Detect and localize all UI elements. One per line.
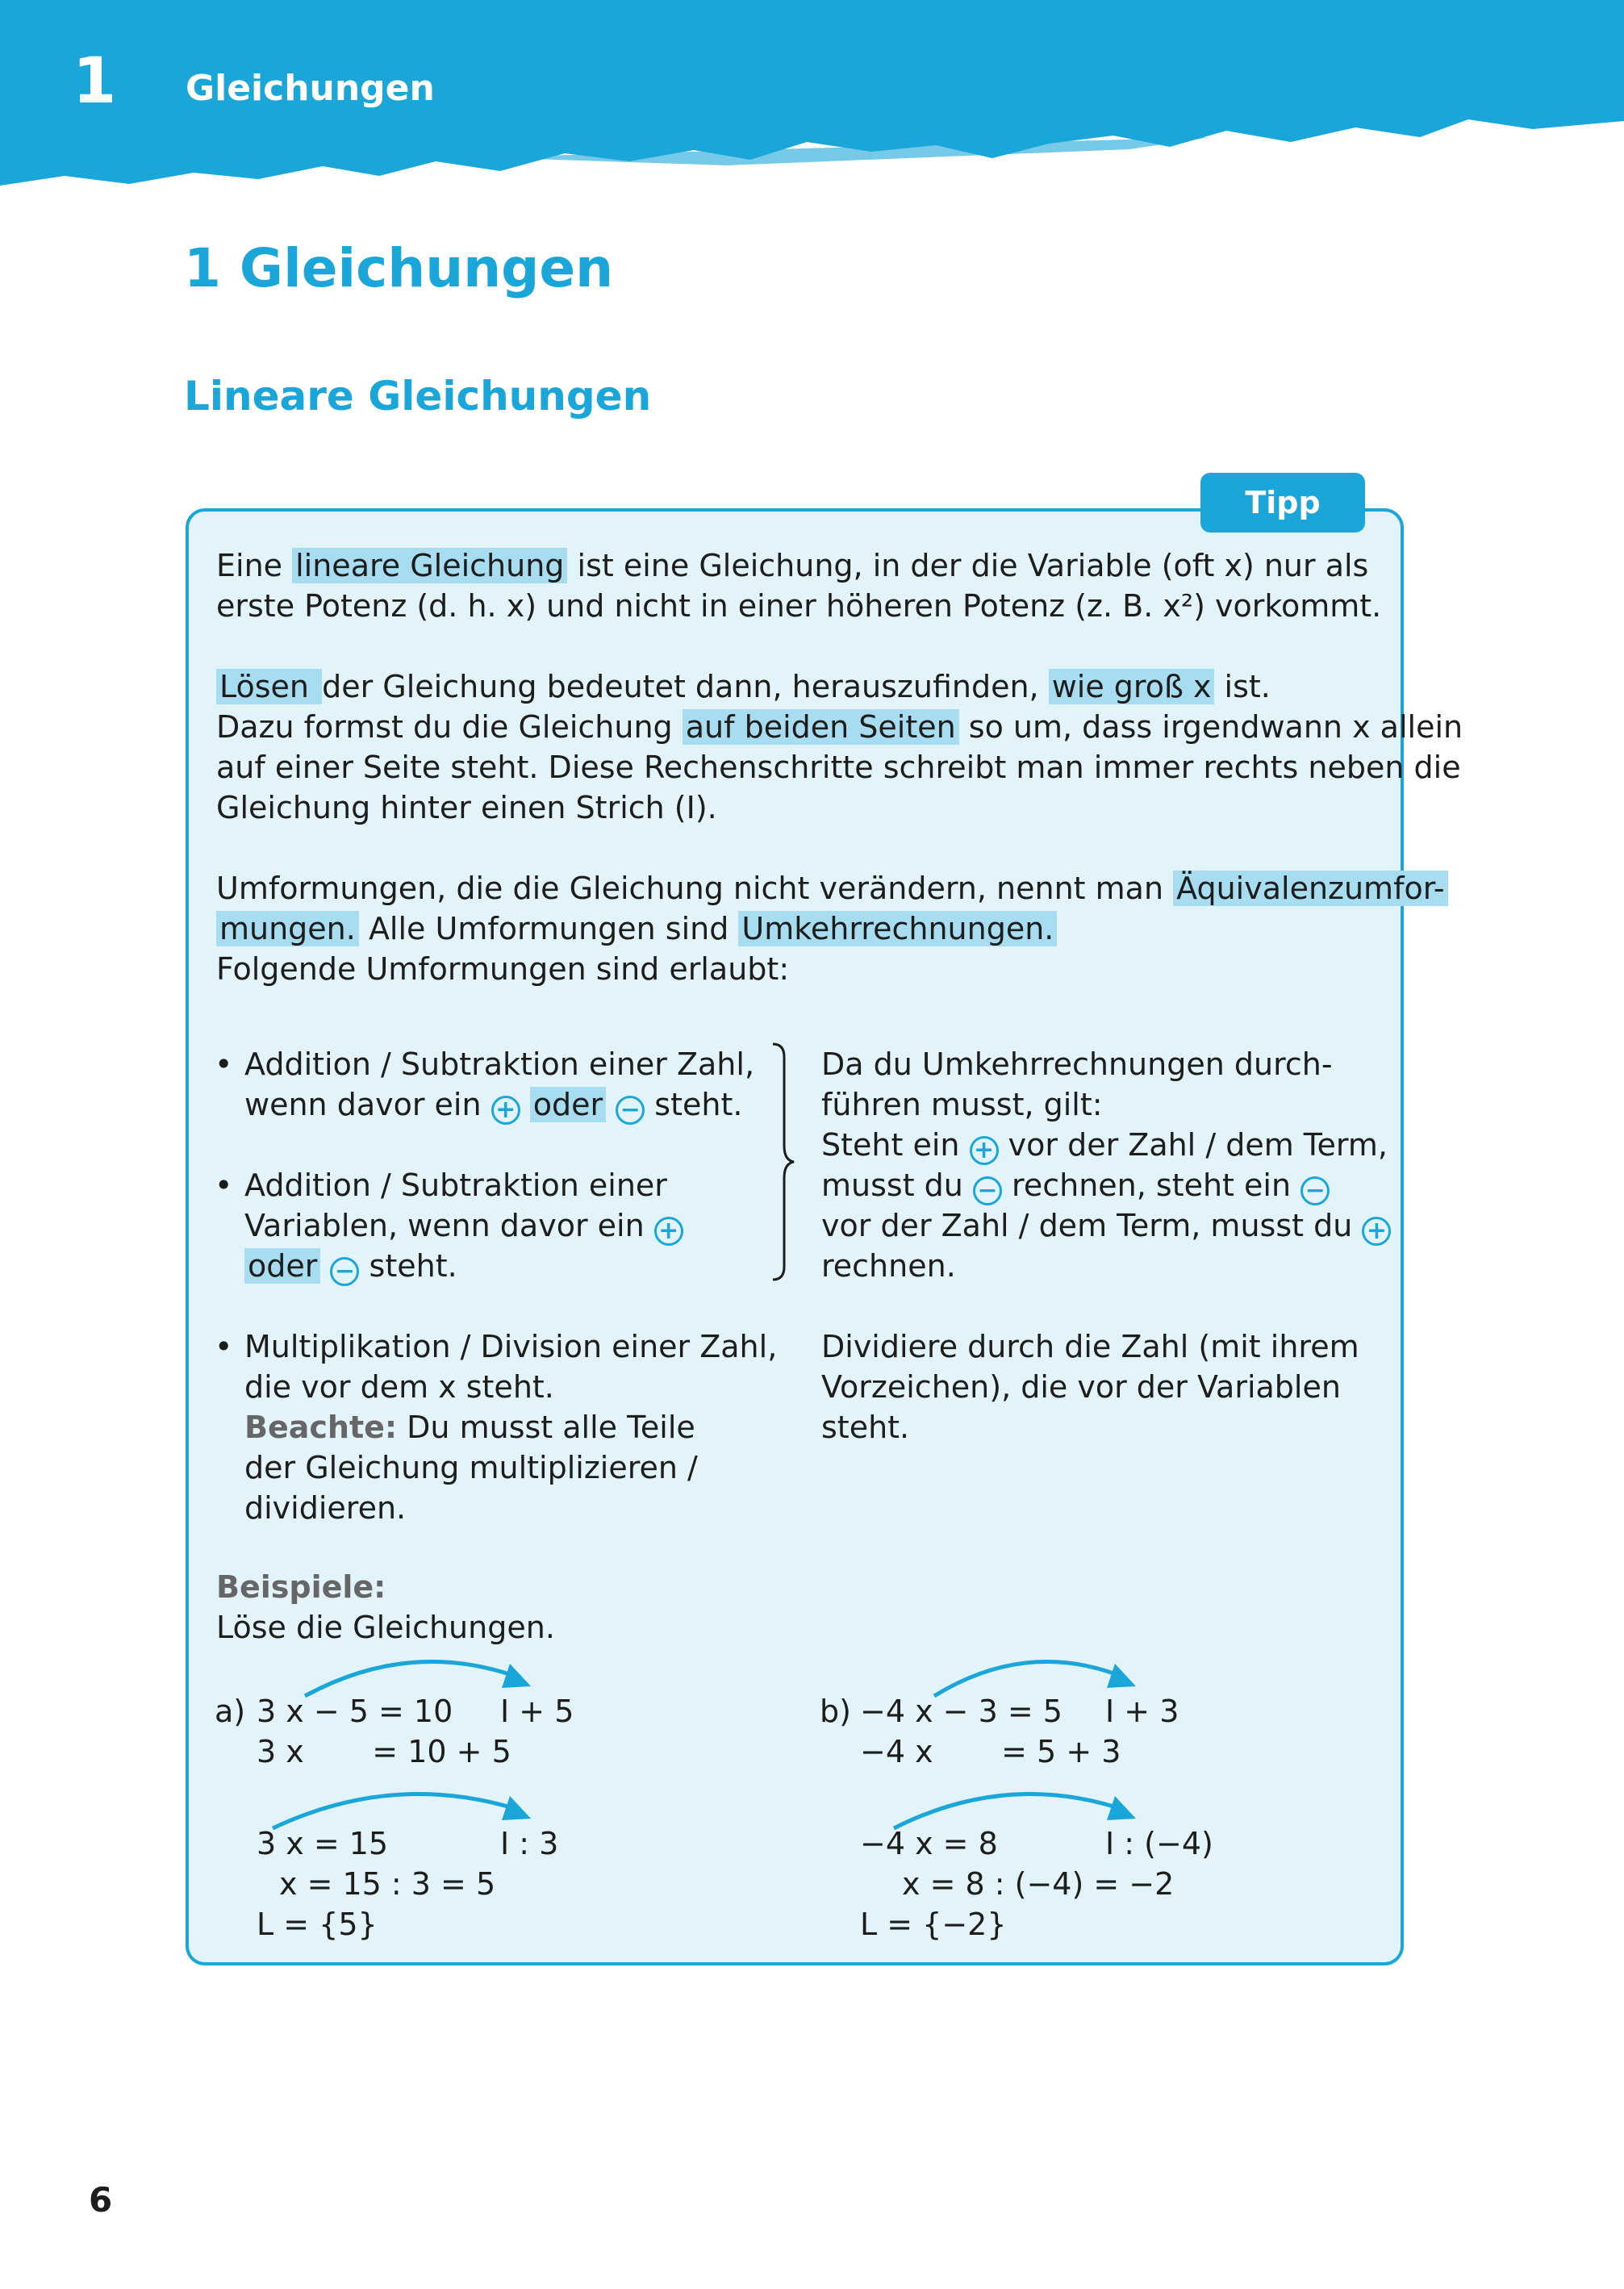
plus-circle-icon: + xyxy=(970,1136,999,1165)
curved-arrow-icon xyxy=(298,1646,541,1702)
example-a-line5: L = {5} xyxy=(257,1907,378,1942)
example-a-line3: 3 x = 15 xyxy=(257,1826,389,1861)
minus-circle-icon: − xyxy=(973,1176,1002,1205)
curved-arrow-icon xyxy=(266,1778,541,1835)
example-b-label: b) xyxy=(820,1694,851,1729)
highlight-umkehrrechnungen: Umkehrrechnungen. xyxy=(738,911,1057,946)
rule3-line4: der Gleichung multiplizieren / xyxy=(244,1450,698,1485)
explain2-line2: Vorzeichen), die vor der Variablen xyxy=(821,1369,1341,1405)
example-b-op2: I : (−4) xyxy=(1105,1826,1213,1861)
page-number: 6 xyxy=(89,2180,113,2220)
chapter-number: 1 xyxy=(73,45,117,118)
example-b-line5: L = {−2} xyxy=(860,1907,1007,1942)
rule2-line3: oder − steht. xyxy=(244,1246,457,1286)
rule2-line1: Addition / Subtraktion einer xyxy=(244,1167,667,1203)
section-title: Lineare Gleichungen xyxy=(184,373,652,420)
rule1-line1: Addition / Subtraktion einer Zahl, xyxy=(244,1046,755,1082)
tip-p3-line1: Umformungen, die die Gleichung nicht verändern, nennt man Äquivalenzumfor- xyxy=(216,868,1448,908)
example-b-line4: x = 8 : (−4) = −2 xyxy=(902,1866,1175,1902)
highlight-aequivalenzumformungen: Äquivalenzumfor- xyxy=(1173,871,1447,906)
example-b-line3: −4 x = 8 xyxy=(860,1826,998,1861)
highlight-mungen: mungen. xyxy=(216,911,359,946)
curved-arrow-icon xyxy=(928,1646,1146,1702)
example-a-op1: I + 5 xyxy=(500,1694,574,1729)
tip-p3-line3: Folgende Umformungen sind erlaubt: xyxy=(216,951,790,987)
explain2-line1: Dividiere durch die Zahl (mit ihrem xyxy=(821,1329,1359,1364)
minus-circle-icon: − xyxy=(330,1257,359,1286)
tip-p2-line3: auf einer Seite steht. Diese Rechenschritte schreibt man immer rechts neben die xyxy=(216,750,1461,785)
bullet-2: • xyxy=(215,1167,233,1203)
example-a-label: a) xyxy=(215,1694,246,1729)
highlight-oder: oder xyxy=(244,1248,320,1284)
minus-circle-icon: − xyxy=(1300,1176,1330,1205)
explain1-line5: vor der Zahl / dem Term, musst du + xyxy=(821,1205,1391,1246)
highlight-auf-beiden-seiten: auf beiden Seiten xyxy=(683,709,959,745)
beachte-label: Beachte: xyxy=(244,1410,398,1445)
right-brace-icon xyxy=(766,1041,799,1283)
rule3-line2: die vor dem x steht. xyxy=(244,1369,554,1405)
bullet-1: • xyxy=(215,1046,233,1082)
bullet-3: • xyxy=(215,1329,233,1364)
highlight-wie-gross-x: wie groß x xyxy=(1049,669,1215,704)
plus-circle-icon: + xyxy=(1362,1217,1391,1246)
plus-circle-icon: + xyxy=(491,1096,520,1125)
explain2-line3: steht. xyxy=(821,1410,910,1445)
chapter-title: Gleichungen xyxy=(186,68,435,109)
example-a-line2: 3 x = 10 + 5 xyxy=(257,1734,511,1769)
highlight-loesen: Lösen xyxy=(216,669,322,704)
explain1-line1: Da du Umkehrrechnungen durch- xyxy=(821,1046,1333,1082)
tip-p2-line1: Lösen der Gleichung bedeutet dann, herauszufinden, wie groß x ist. xyxy=(216,666,1271,707)
explain1-line6: rechnen. xyxy=(821,1248,956,1284)
tip-label: Tipp xyxy=(1200,473,1365,533)
tip-p2-line4: Gleichung hinter einen Strich (I). xyxy=(216,790,717,825)
tip-p3-line2: mungen. Alle Umformungen sind Umkehrrechnungen. xyxy=(216,908,1057,949)
highlight-oder: oder xyxy=(530,1087,606,1122)
plus-circle-icon: + xyxy=(654,1217,683,1246)
explain1-line4: musst du − rechnen, steht ein − xyxy=(821,1165,1330,1205)
tip-p1-line1: Eine lineare Gleichung ist eine Gleichung, in der die Variable (oft x) nur als xyxy=(216,548,1369,583)
rule2-line2: Variablen, wenn davor ein + xyxy=(244,1205,683,1246)
rule3-line5: dividieren. xyxy=(244,1490,407,1526)
rule3-line3: Beachte: Du musst alle Teile xyxy=(244,1410,695,1445)
rule1-line2: wenn davor ein + oder − steht. xyxy=(244,1087,743,1124)
rule3-line1: Multiplikation / Division einer Zahl, xyxy=(244,1329,778,1364)
example-b-line2: −4 x = 5 + 3 xyxy=(860,1734,1121,1769)
example-a-line1: 3 x − 5 = 10 xyxy=(257,1694,453,1729)
page-title: 1 Gleichungen xyxy=(184,237,614,299)
example-b-op1: I + 3 xyxy=(1105,1694,1179,1729)
example-a-line4: x = 15 : 3 = 5 xyxy=(279,1866,496,1902)
explain1-line3: Steht ein + vor der Zahl / dem Term, xyxy=(821,1127,1388,1164)
tip-p2-line2: Dazu formst du die Gleichung auf beiden Seiten so um, dass irgendwann x allein xyxy=(216,709,1463,745)
example-a-op2: I : 3 xyxy=(500,1826,559,1861)
curved-arrow-icon xyxy=(887,1778,1146,1835)
example-b-line1: −4 x − 3 = 5 xyxy=(860,1694,1062,1729)
highlight-lineare-gleichung: lineare Gleichung xyxy=(292,548,567,583)
examples-heading: Beispiele: xyxy=(216,1569,386,1605)
minus-circle-icon: − xyxy=(616,1096,645,1125)
explain1-line2: führen musst, gilt: xyxy=(821,1087,1103,1122)
tip-p1-line2: erste Potenz (d. h. x) und nicht in einer höheren Potenz (z. B. x²) vorkommt. xyxy=(216,588,1382,624)
examples-instruction: Löse die Gleichungen. xyxy=(216,1610,555,1645)
